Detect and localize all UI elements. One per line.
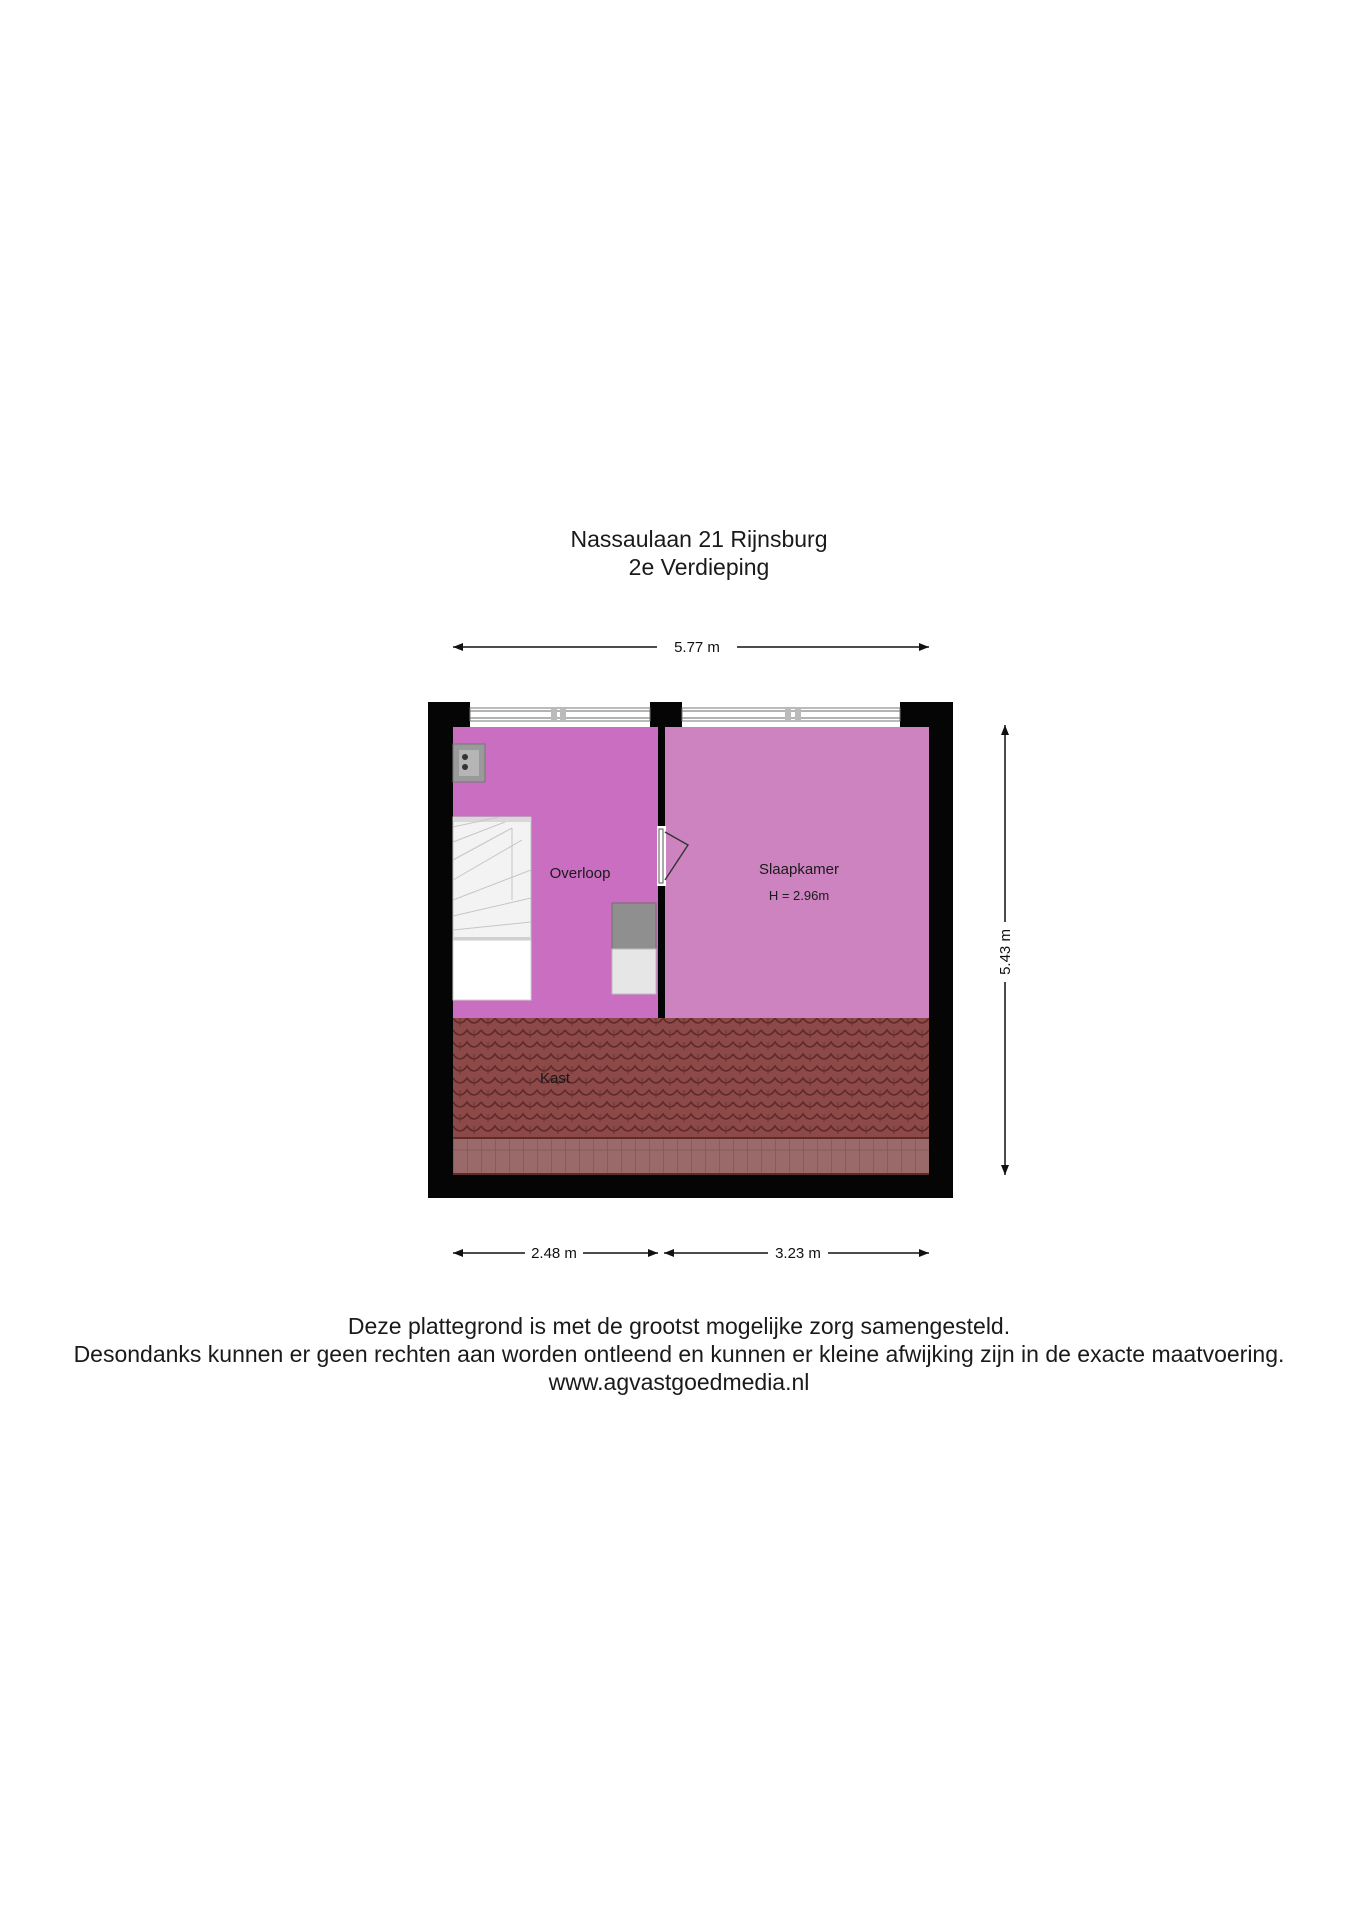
label-right-width: 3.23 m xyxy=(775,1245,821,1262)
label-total-width: 5.77 m xyxy=(674,639,720,656)
landing-cupboard xyxy=(612,903,656,994)
plan-floor-name: 2e Verdieping xyxy=(628,554,770,580)
plan-address: Nassaulaan 21 Rijnsburg xyxy=(570,526,828,552)
room-label-bedroom: Slaapkamer xyxy=(758,861,840,878)
disclaimer-line-1: Deze plattegrond is met de grootst mogelijke zorg samengesteld. xyxy=(347,1313,1011,1339)
window-left xyxy=(470,702,650,727)
storage-roof-tiles xyxy=(453,1018,929,1138)
room-label-landing: Overloop xyxy=(549,865,611,882)
website-link[interactable]: www.agvastgoedmedia.nl xyxy=(548,1369,810,1395)
room-label-storage: Kast xyxy=(539,1070,571,1087)
window-right xyxy=(682,702,900,727)
storage-roof-lower xyxy=(453,1138,929,1174)
label-left-width: 2.48 m xyxy=(531,1245,577,1262)
boiler-fixture xyxy=(453,744,485,782)
label-total-depth: 5.43 m xyxy=(997,929,1014,975)
staircase xyxy=(453,817,531,1000)
room-height-bedroom: H = 2.96m xyxy=(768,888,830,903)
disclaimer-line-2: Desondanks kunnen er geen rechten aan worden ontleend en kunnen er kleine afwijking zijn in de exacte maatvoering. xyxy=(73,1341,1285,1367)
